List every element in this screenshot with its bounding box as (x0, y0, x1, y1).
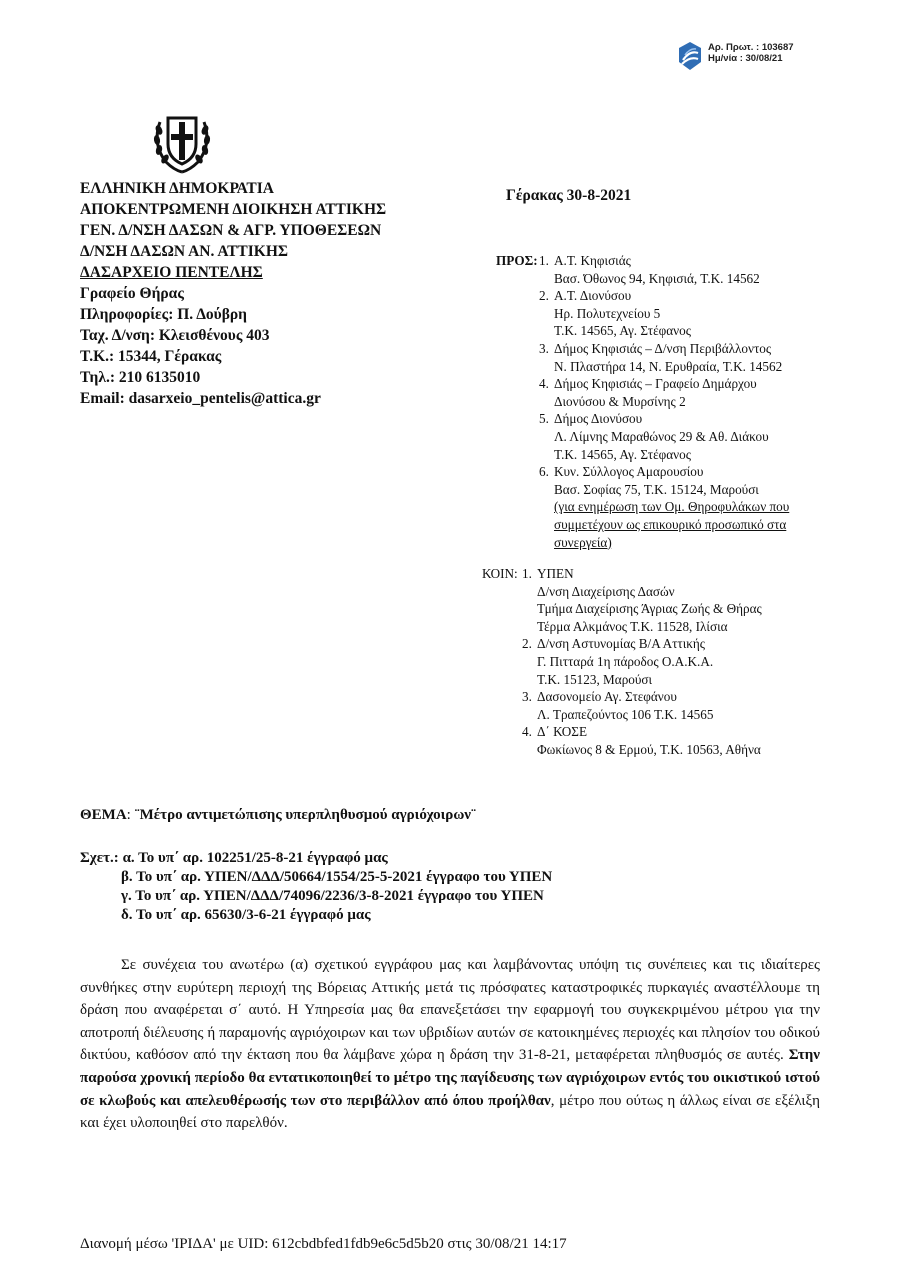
document-date: Γέρακας 30-8-2021 (506, 187, 632, 204)
list-item: 4. Δήμος Κηφισιάς – Γραφείο Δημάρχου Διονύσου & Μυρσίνης 2 (539, 376, 757, 409)
header-line: Τ.Κ.: 15344, Γέρακας (80, 348, 222, 365)
body-text (80, 954, 820, 1135)
body-paragraph: Σε συνέχεια του ανωτέρω (α) σχετικού εγγράφου μας και λαμβάνοντας υπόψη τις συνέπειες και τις ιδιαίτερες συνθήκες στην ευρύτερη περιοχή της Βόρειας Αττικής μετά τις πρόσφατες καταστροφικές πυρκαγιές αναστέλλουμε τη δράση που αναφέρεται σ΄ αυτό. Η Υπηρεσία μας θα επανεξετάσει την εφαρμογή του συγκεκριμένου μέτρου για την αποτροπή διέλευσης ή παραμονής αγριόχοιρων και των υβριδίων αυτών σε κατοικημένες περιοχές και πλησίον του οδικού δικτύου, καθόσον από την έκταση που θα λάμβανε χώρα η δράση την 31-8-21, μεταφέρεται πληθυσμός σε αυτές. Στην παρούσα χρονική περίοδο θα εντατικοποιηθεί το μέτρο της παγίδευσης των αγριόχοιρων εντός του οικιστικού ιστού σε κλωβούς και απελευθέρωσής των στο περιβάλλον από όπου προήλθαν, μέτρο που ούτως η άλλως είναι σε εξέλιξη και έχει υλοποιηθεί στο παρελθόν. (80, 957, 821, 1132)
header-line: Δ/ΝΣΗ ΔΑΣΩΝ ΑΝ. ΑΤΤΙΚΗΣ (80, 243, 289, 260)
header-line: ΓΕΝ. Δ/ΝΣΗ ΔΑΣΩΝ & ΑΓΡ. ΥΠΟΘΕΣΕΩΝ (80, 222, 382, 239)
references (80, 849, 552, 925)
header-line: ΔΑΣΑΡΧΕΙΟ ΠΕΝΤΕΛΗΣ (80, 264, 263, 281)
recipients-label: ΠΡΟΣ: (496, 253, 538, 268)
reference-item: δ. Το υπ΄ αρ. 65630/3-6-21 έγγραφό μας (121, 907, 371, 923)
list-item: 5. Δήμος Διονύσου Λ. Λίμνης Μαραθώνος 29 & Αθ. Διάκου Τ.Κ. 14565, Αγ. Στέφανος (539, 411, 769, 462)
list-item: 1. Α.Τ. Κηφισιάς Βασ. Όθωνος 94, Κηφισιά, Τ.Κ. 14562 (539, 253, 760, 286)
references-label: Σχετ.: (80, 850, 119, 866)
recipient-note: συνεργεία) (554, 534, 612, 550)
header-line: Email: dasarxeio_pentelis@attica.gr (80, 390, 321, 407)
distribution-footer: Διανομή μέσω 'ΙΡΙΔΑ' με UID: 612cbdbfed1fdb9e6c5d5b20 στις 30/08/21 14:17 (80, 1236, 567, 1252)
header-line: ΑΠΟΚΕΝΤΡΩΜΕΝΗ ΔΙΟΙΚΗΣΗ ΑΤΤΙΚΗΣ (80, 201, 387, 218)
list-item: 1. ΥΠΕΝ Δ/νση Διαχείρισης Δασών Τμήμα Διαχείρισης Άγριας Ζωής & Θήρας Τέρμα Αλκμάνος Τ.Κ. 11528, Ιλίσια (522, 566, 762, 634)
list-item: 2. Α.Τ. Διονύσου Ηρ. Πολυτεχνείου 5 Τ.Κ. 14565, Αγ. Στέφανος (539, 288, 691, 339)
list-item: 3. Δασονομείο Αγ. Στεφάνου Λ. Τραπεζούντος 106 Τ.Κ. 14565 (522, 689, 714, 722)
cc-label: ΚΟΙΝ: (482, 566, 518, 581)
iris-stamp-icon (676, 40, 704, 72)
body-emphasis: Στην παρούσα χρονική περίοδο θα εντατικοποιηθεί το μέτρο της παγίδευσης των αγριόχοιρων εντός του οικιστικού ιστού σε κλωβούς και απελευθέρωσής των στο περιβάλλον από όπου προήλθαν (80, 1047, 821, 1109)
reference-item: α. Το υπ΄ αρ. 102251/25-8-21 έγγραφό μας (122, 850, 388, 866)
list-item: 2. Δ/νση Αστυνομίας Β/Α Αττικής Γ. Πιτταρά 1η πάροδος Ο.Α.Κ.Α. Τ.Κ. 15123, Μαρούσι (522, 636, 714, 687)
protocol-date: Ημ/νία : 30/08/21 (708, 53, 783, 64)
issuing-authority (80, 178, 480, 409)
header-line: Γραφείο Θήρας (80, 285, 184, 302)
subject-line: ΘΕΜΑ: ¨Μέτρο αντιμετώπισης υπερπληθυσμού αγριόχοιρων¨ (80, 807, 476, 823)
reference-item: β. Το υπ΄ αρ. ΥΠΕΝ/ΔΔΔ/50664/1554/25-5-2021 έγγραφο του ΥΠΕΝ (121, 869, 553, 885)
header-line: Ταχ. Δ/νση: Κλεισθένους 403 (80, 327, 270, 344)
recipient-note: συμμετέχουν ως επικουρικό προσωπικό στα (554, 516, 787, 532)
reference-item: γ. Το υπ΄ αρ. ΥΠΕΝ/ΔΔΔ/74096/2236/3-8-2021 έγγραφο του ΥΠΕΝ (121, 888, 544, 904)
recipient-note: (για ενημέρωση των Ομ. Θηροφυλάκων που (554, 499, 790, 515)
list-item: 6. Κυν. Σύλλογος Αμαρουσίου Βασ. Σοφίας 75, Τ.Κ. 15124, Μαρούσι (για ενημέρωση των Ομ. Θηροφυλάκων που συμμετέχουν ως επικουρικό προσωπικό στα συνεργεία) (539, 463, 879, 551)
greek-coat-of-arms-icon (150, 110, 214, 176)
subject-label: ΘΕΜΑ (80, 807, 127, 823)
header-line: Πληροφορίες: Π. Δούβρη (80, 306, 247, 323)
header-line: ΕΛΛΗΝΙΚΗ ΔΗΜΟΚΡΑΤΙΑ (80, 180, 274, 197)
protocol-stamp (676, 40, 816, 74)
list-item: 3. Δήμος Κηφισιάς – Δ/νση Περιβάλλοντος Ν. Πλαστήρα 14, Ν. Ερυθραία, Τ.Κ. 14562 (539, 340, 783, 374)
subject-text: ¨Μέτρο αντιμετώπισης υπερπληθυσμού αγριόχοιρων¨ (134, 807, 476, 823)
header-line: Τηλ.: 210 6135010 (80, 369, 201, 386)
list-item: 4. Δ΄ ΚΟΣΕ Φωκίωνος 8 & Ερμού, Τ.Κ. 10563, Αθήνα (522, 724, 761, 757)
protocol-number: Αρ. Πρωτ. : 103687 (708, 42, 794, 53)
